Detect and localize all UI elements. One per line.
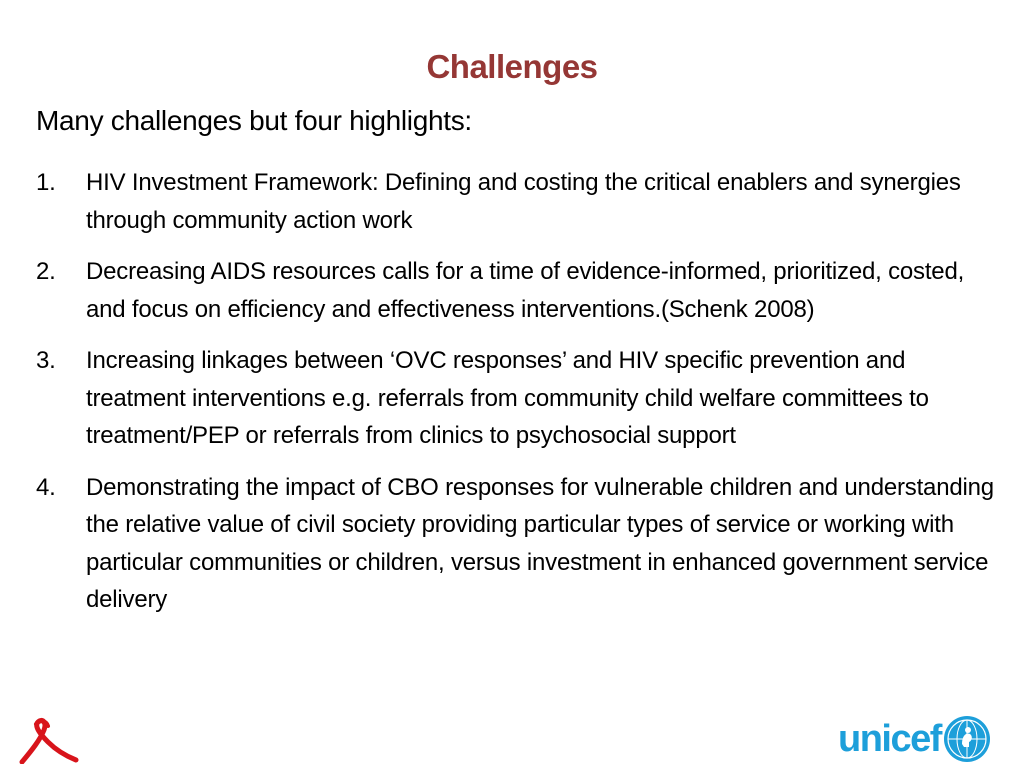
list-item: [36, 469, 996, 619]
item-number: 1.: [36, 169, 56, 196]
red-ribbon-icon: [14, 716, 80, 764]
item-number: 2.: [36, 258, 56, 285]
list-item: [36, 342, 996, 455]
unicef-emblem-icon: [942, 714, 992, 764]
unicef-wordmark: unicef: [838, 718, 941, 760]
list-item: [36, 253, 996, 328]
item-number: 3.: [36, 347, 56, 374]
unicef-logo: [838, 712, 992, 766]
item-text: Demonstrating the impact of CBO responses for vulnerable children and understanding the relative value of civil society providing particular types of service or working with particular communities or children, versus investment in enhanced government service delivery: [86, 473, 994, 613]
item-text: Increasing linkages between ‘OVC responses’ and HIV specific prevention and treatment interventions e.g. referrals from community child welfare committees to treatment/PEP or referrals from clinics to psychosocial support: [86, 347, 929, 449]
highlights-list: [36, 164, 996, 619]
list-item: [36, 164, 996, 239]
slide-title: Challenges: [426, 48, 598, 85]
item-number: 4.: [36, 473, 56, 501]
item-text: HIV Investment Framework: Defining and costing the critical enablers and synergies through community action work: [86, 169, 961, 234]
item-text: Decreasing AIDS resources calls for a time of evidence-informed, prioritized, costed, and focus on efficiency and effectiveness interventions.(Schenk 2008): [86, 258, 965, 323]
slide-subtitle: Many challenges but four highlights:: [36, 105, 472, 136]
